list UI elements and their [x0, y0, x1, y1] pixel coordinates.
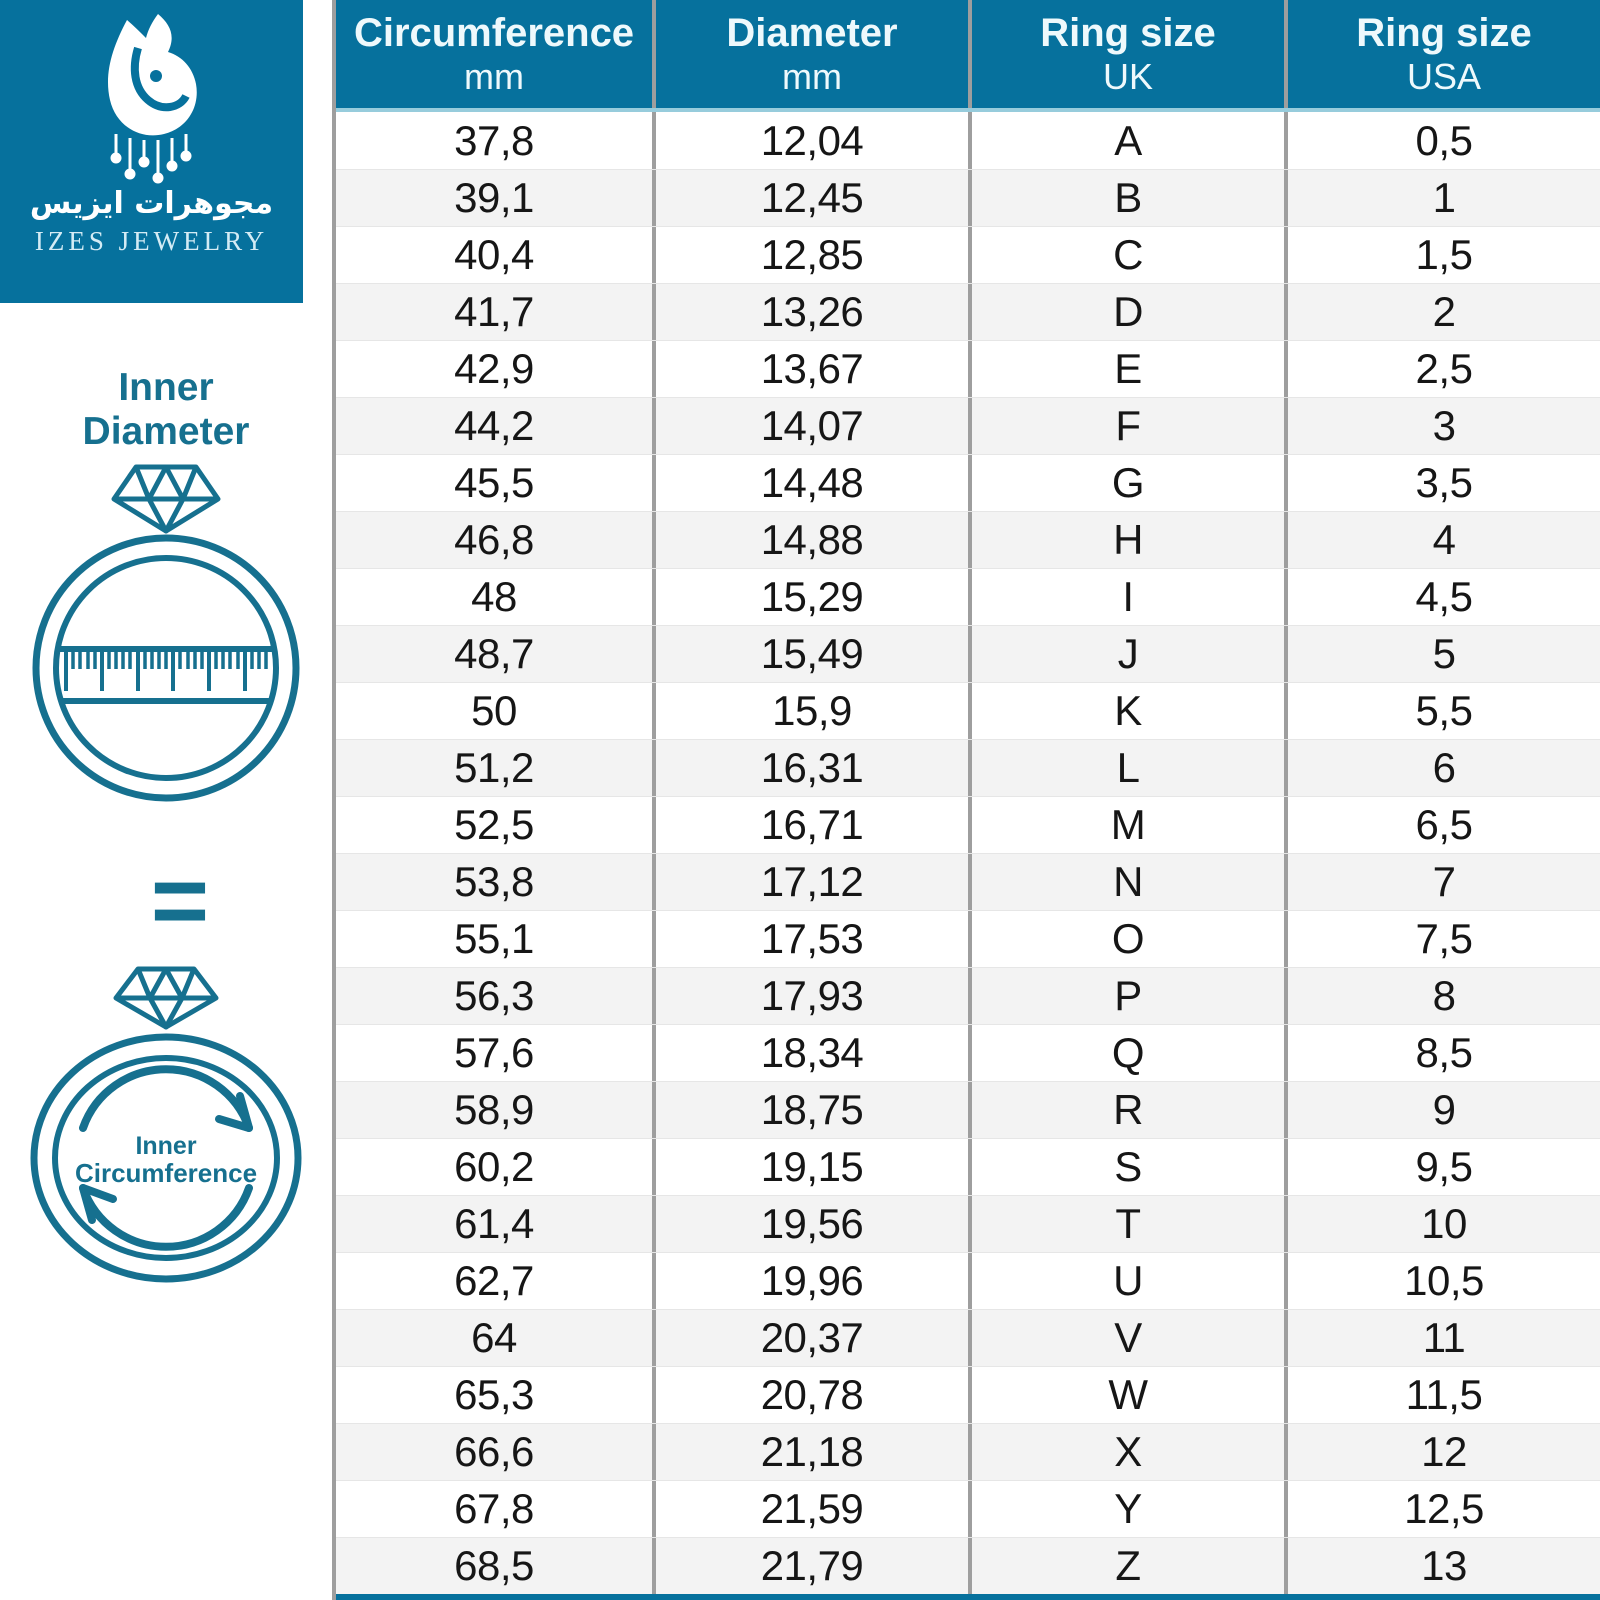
header-unit: mm	[464, 56, 524, 98]
uk-size-cell: T	[968, 1196, 1284, 1252]
uk-size-cell: Q	[968, 1025, 1284, 1081]
uk-size-cell: D	[968, 284, 1284, 340]
uk-size-cell: S	[968, 1139, 1284, 1195]
uk-size-cell: A	[968, 112, 1284, 169]
header-label: Ring size	[1040, 11, 1216, 56]
usa-size-cell: 12	[1284, 1424, 1600, 1480]
diameter-cell: 18,34	[652, 1025, 968, 1081]
diameter-cell: 21,59	[652, 1481, 968, 1537]
table-row	[336, 1081, 1600, 1138]
uk-size-cell: Z	[968, 1538, 1284, 1594]
table-body	[336, 112, 1600, 1594]
circumference-cell: 65,3	[454, 1371, 534, 1418]
diameter-cell: 12,04	[652, 112, 968, 169]
diameter-cell: 14,07	[652, 398, 968, 454]
diameter-cell: 17,12	[652, 854, 968, 910]
brand-name-latin: IZES JEWELRY	[34, 226, 269, 256]
circumference-cell: 55,1	[454, 915, 534, 962]
header-unit: mm	[782, 56, 842, 98]
brand-name-arabic: مجوهرات ايزيس	[29, 186, 274, 221]
diameter-cell: 19,15	[652, 1139, 968, 1195]
uk-size-cell: P	[968, 968, 1284, 1024]
circumference-cell: 45,5	[454, 459, 534, 506]
usa-size-cell: 7,5	[1284, 911, 1600, 967]
table-row	[336, 1195, 1600, 1252]
usa-size-cell: 3	[1284, 398, 1600, 454]
diameter-cell: 14,48	[652, 455, 968, 511]
uk-size-cell: H	[968, 512, 1284, 568]
diameter-cell: 21,18	[652, 1424, 968, 1480]
usa-size-cell: 9,5	[1284, 1139, 1600, 1195]
ring-inner-diameter-illustration	[14, 462, 318, 814]
circumference-cell: 64	[471, 1314, 517, 1361]
usa-size-cell: 1,5	[1284, 227, 1600, 283]
diameter-cell: 21,79	[652, 1538, 968, 1594]
table-bottom-strip	[336, 1594, 1600, 1600]
uk-size-cell: L	[968, 740, 1284, 796]
usa-size-cell: 4	[1284, 512, 1600, 568]
usa-size-cell: 11	[1284, 1310, 1600, 1366]
usa-size-cell: 13	[1284, 1538, 1600, 1594]
circumference-cell: 39,1	[454, 174, 534, 221]
uk-size-cell: Y	[968, 1481, 1284, 1537]
circumference-cell: 60,2	[454, 1143, 534, 1190]
brand-emblem-icon	[64, 6, 240, 184]
uk-size-cell: I	[968, 569, 1284, 625]
circumference-cell: 44,2	[454, 402, 534, 449]
circumference-cell: 58,9	[454, 1086, 534, 1133]
circumference-cell: 46,8	[454, 516, 534, 563]
uk-size-cell: G	[968, 455, 1284, 511]
table-row	[336, 1480, 1600, 1537]
circumference-cell: 42,9	[454, 345, 534, 392]
usa-size-cell: 7	[1284, 854, 1600, 910]
uk-size-cell: U	[968, 1253, 1284, 1309]
usa-size-cell: 2	[1284, 284, 1600, 340]
usa-size-cell: 8	[1284, 968, 1600, 1024]
circumference-cell: 62,7	[454, 1257, 534, 1304]
table-header	[336, 0, 1600, 112]
circumference-cell: 56,3	[454, 972, 534, 1019]
circumference-cell: 37,8	[454, 116, 534, 164]
uk-size-cell: B	[968, 170, 1284, 226]
usa-size-cell: 5	[1284, 626, 1600, 682]
table-row	[336, 796, 1600, 853]
usa-size-cell: 6	[1284, 740, 1600, 796]
table-row	[336, 1252, 1600, 1309]
diameter-cell: 20,78	[652, 1367, 968, 1423]
diameter-cell: 15,49	[652, 626, 968, 682]
diameter-cell: 20,37	[652, 1310, 968, 1366]
circumference-cell: 67,8	[454, 1485, 534, 1532]
diamond-icon	[114, 467, 218, 531]
inner-circumference-line1: Inner	[135, 1132, 197, 1160]
table-row	[336, 340, 1600, 397]
header-ring-size-usa	[1284, 0, 1600, 108]
header-unit: UK	[1102, 56, 1153, 98]
circumference-cell: 50	[471, 687, 517, 734]
usa-size-cell: 0,5	[1284, 112, 1600, 169]
diameter-cell: 16,31	[652, 740, 968, 796]
diameter-cell: 12,45	[652, 170, 968, 226]
uk-size-cell: V	[968, 1310, 1284, 1366]
table-row	[336, 169, 1600, 226]
usa-size-cell: 11,5	[1284, 1367, 1600, 1423]
circumference-cell: 48	[471, 573, 517, 620]
circumference-cell: 68,5	[454, 1542, 534, 1589]
ruler-icon	[58, 649, 274, 701]
uk-size-cell: E	[968, 341, 1284, 397]
uk-size-cell: K	[968, 683, 1284, 739]
diameter-cell: 15,29	[652, 569, 968, 625]
brand-logo-block	[0, 0, 303, 303]
usa-size-cell: 1	[1284, 170, 1600, 226]
uk-size-cell: W	[968, 1367, 1284, 1423]
header-diameter	[652, 0, 968, 108]
circumference-cell: 40,4	[454, 231, 534, 278]
ring-size-table	[332, 0, 1600, 1600]
circumference-cell: 48,7	[454, 630, 534, 677]
uk-size-cell: O	[968, 911, 1284, 967]
table-row	[336, 910, 1600, 967]
diameter-cell: 15,9	[652, 683, 968, 739]
uk-size-cell: F	[968, 398, 1284, 454]
table-row	[336, 226, 1600, 283]
table-row	[336, 511, 1600, 568]
uk-size-cell: C	[968, 227, 1284, 283]
circumference-cell: 53,8	[454, 858, 534, 905]
diameter-cell: 19,96	[652, 1253, 968, 1309]
inner-diameter-line1: Inner	[118, 366, 214, 409]
circumference-cell: 41,7	[454, 288, 534, 335]
header-ring-size-uk	[968, 0, 1284, 108]
usa-size-cell: 8,5	[1284, 1025, 1600, 1081]
table-row	[336, 568, 1600, 625]
usa-size-cell: 5,5	[1284, 683, 1600, 739]
table-row	[336, 454, 1600, 511]
uk-size-cell: N	[968, 854, 1284, 910]
table-row	[336, 1138, 1600, 1195]
table-row	[336, 1024, 1600, 1081]
inner-circumference-line2: Circumference	[74, 1158, 258, 1188]
header-label: Ring size	[1356, 11, 1532, 56]
table-row	[336, 1423, 1600, 1480]
diameter-cell: 14,88	[652, 512, 968, 568]
circumference-cell: 66,6	[454, 1428, 534, 1475]
table-row	[336, 112, 1600, 169]
diameter-cell: 13,26	[652, 284, 968, 340]
circumference-cell: 51,2	[454, 744, 534, 791]
uk-size-cell: R	[968, 1082, 1284, 1138]
equals-icon: =	[150, 845, 210, 957]
table-row	[336, 682, 1600, 739]
header-label: Diameter	[726, 11, 898, 56]
diameter-cell: 17,93	[652, 968, 968, 1024]
table-row	[336, 625, 1600, 682]
uk-size-cell: X	[968, 1424, 1284, 1480]
circumference-cell: 52,5	[454, 801, 534, 848]
table-row	[336, 853, 1600, 910]
diameter-cell: 19,56	[652, 1196, 968, 1252]
uk-size-cell: M	[968, 797, 1284, 853]
diameter-cell: 16,71	[652, 797, 968, 853]
usa-size-cell: 9	[1284, 1082, 1600, 1138]
usa-size-cell: 10,5	[1284, 1253, 1600, 1309]
table-row	[336, 1537, 1600, 1594]
usa-size-cell: 2,5	[1284, 341, 1600, 397]
inner-diameter-line2: Diameter	[82, 410, 250, 453]
diameter-cell: 17,53	[652, 911, 968, 967]
table-row	[336, 739, 1600, 796]
header-label: Circumference	[353, 11, 635, 56]
uk-size-cell: J	[968, 626, 1284, 682]
usa-size-cell: 6,5	[1284, 797, 1600, 853]
table-row	[336, 1366, 1600, 1423]
table-row	[336, 1309, 1600, 1366]
header-circumference	[336, 0, 652, 108]
usa-size-cell: 12,5	[1284, 1481, 1600, 1537]
diameter-cell: 13,67	[652, 341, 968, 397]
header-unit: USA	[1406, 56, 1482, 98]
circumference-cell: 57,6	[454, 1029, 534, 1076]
usa-size-cell: 10	[1284, 1196, 1600, 1252]
ring-inner-circumference-illustration	[14, 962, 318, 1292]
table-row	[336, 397, 1600, 454]
circumference-cell: 61,4	[454, 1200, 534, 1247]
table-row	[336, 967, 1600, 1024]
inner-diameter-title	[0, 366, 332, 454]
table-row	[336, 283, 1600, 340]
diameter-cell: 12,85	[652, 227, 968, 283]
diameter-cell: 18,75	[652, 1082, 968, 1138]
diamond-icon	[116, 969, 216, 1027]
usa-size-cell: 4,5	[1284, 569, 1600, 625]
usa-size-cell: 3,5	[1284, 455, 1600, 511]
